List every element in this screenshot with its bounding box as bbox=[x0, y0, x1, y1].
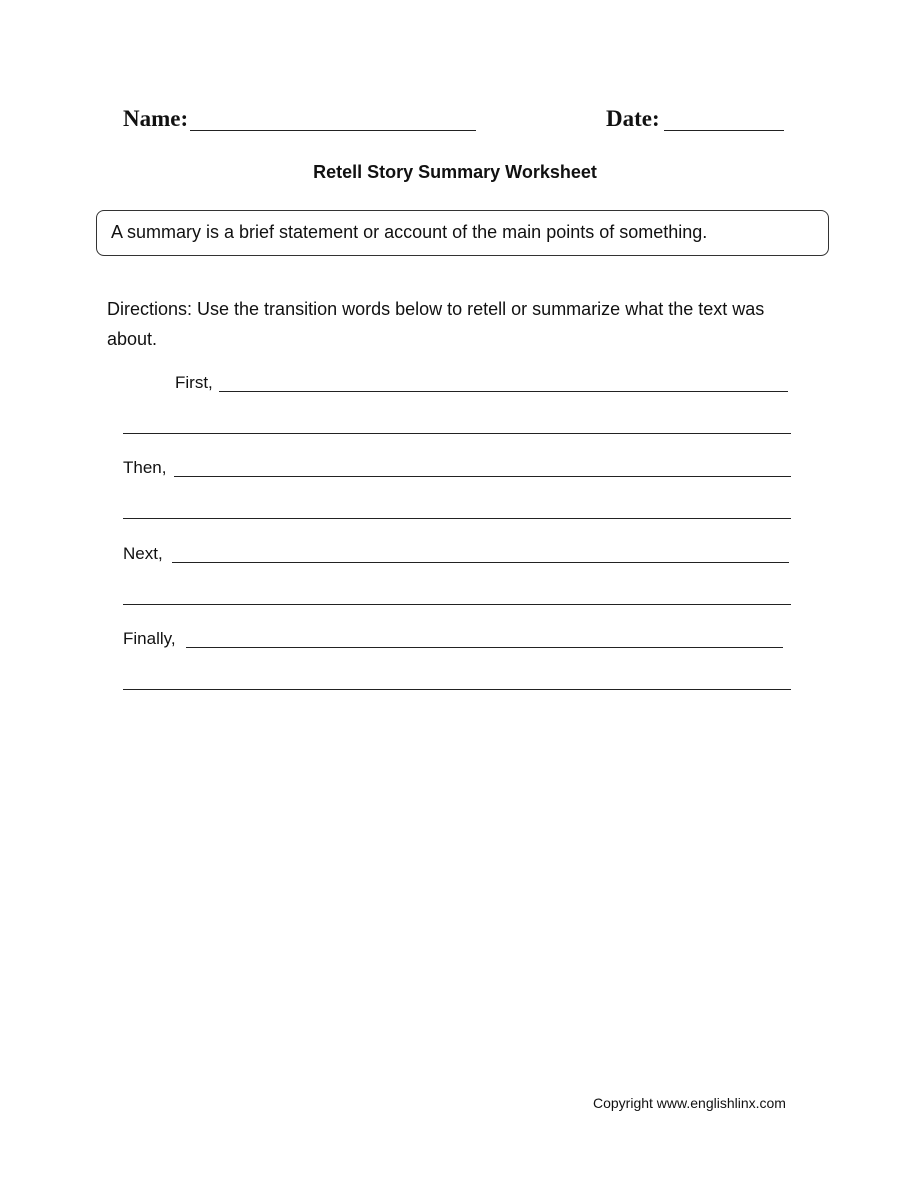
prompt-then: Then, bbox=[123, 458, 167, 477]
answer-line-finally[interactable] bbox=[186, 647, 783, 648]
copyright-text: Copyright www.englishlinx.com bbox=[593, 1095, 786, 1111]
name-label: Name: bbox=[123, 106, 189, 131]
definition-text: A summary is a brief statement or account of the main points of something. bbox=[111, 222, 708, 242]
definition-box bbox=[96, 210, 829, 256]
answer-line-next[interactable] bbox=[172, 562, 789, 563]
prompt-next: Next, bbox=[123, 544, 163, 563]
date-blank-line[interactable] bbox=[664, 130, 784, 131]
date-label: Date: bbox=[606, 106, 660, 131]
answer-line-next-continuation[interactable] bbox=[123, 604, 791, 605]
name-blank-line[interactable] bbox=[190, 130, 476, 131]
worksheet-title: Retell Story Summary Worksheet bbox=[313, 162, 597, 182]
prompt-finally: Finally, bbox=[123, 629, 176, 648]
answer-line-first-continuation[interactable] bbox=[123, 433, 791, 434]
answer-line-first[interactable] bbox=[219, 391, 788, 392]
directions-text: Directions: Use the transition words below to retell or summarize what the text was about. bbox=[107, 299, 765, 349]
prompt-first: First, bbox=[175, 373, 213, 392]
answer-line-then[interactable] bbox=[174, 476, 791, 477]
answer-line-finally-continuation[interactable] bbox=[123, 689, 791, 690]
answer-line-then-continuation[interactable] bbox=[123, 518, 791, 519]
